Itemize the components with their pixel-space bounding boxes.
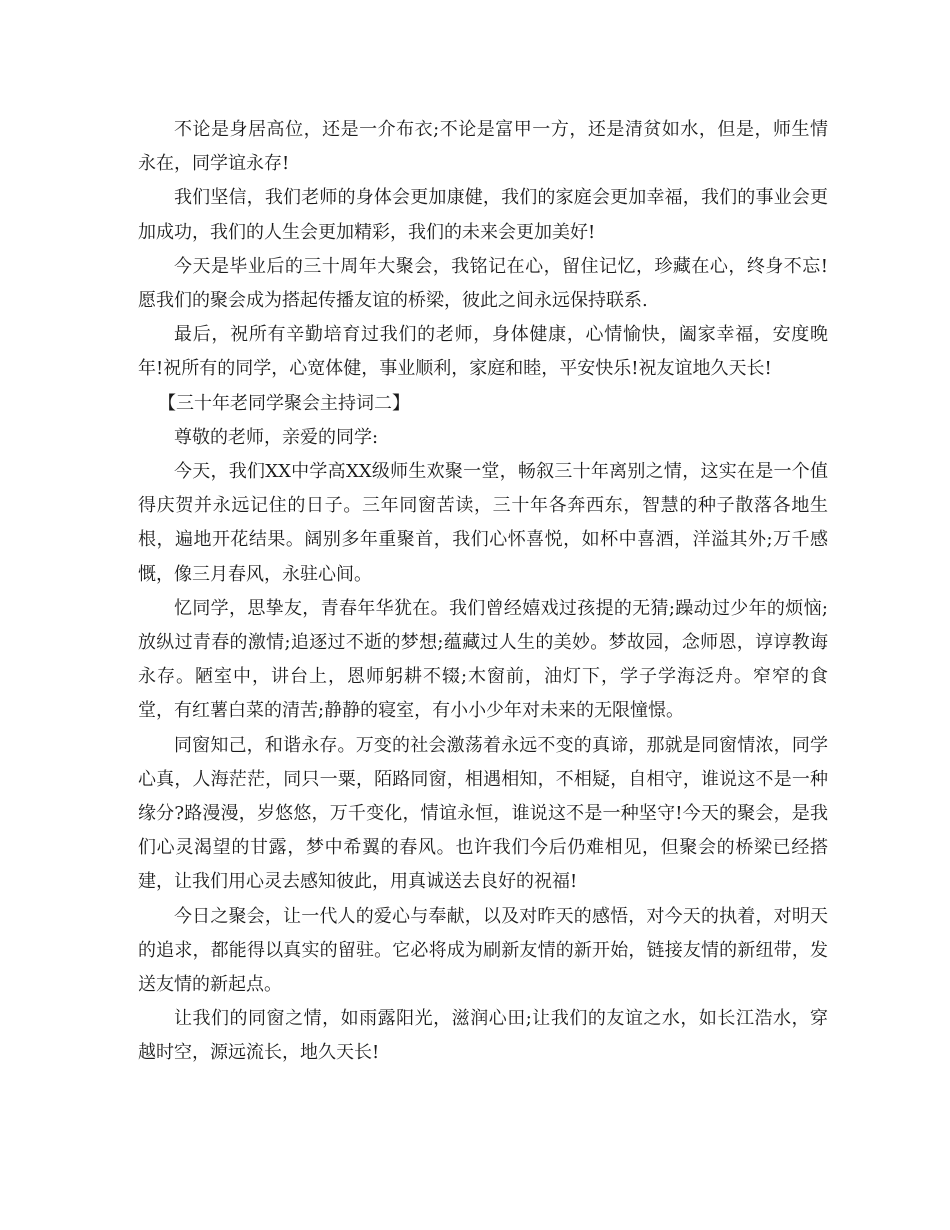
salutation: 尊敬的老师，亲爱的同学: bbox=[174, 426, 379, 448]
paragraph: 我们坚信，我们老师的身体会更加康健，我们的家庭会更加幸福，我们的事业会更加成功，我们的人生会更加精彩，我们的未来会更加美好! bbox=[138, 187, 828, 243]
paragraph: 同窗知己，和谐永存。万变的社会激荡着永远不变的真谛，那就是同窗情浓，同学心真，人海茫茫，同只一粟，陌路同窗，相遇相知，不相疑，自相守，谁说这不是一种缘分?路漫漫，岁悠悠，万千变化，情谊永恒，谁说这不是一种坚守!今天的聚会，是我们心灵渴望的甘露，梦中希翼的春风。也许我们今后仍难相见，但聚会的桥梁已经搭建，让我们用心灵去感知彼此，用真诚送去良好的祝福! bbox=[138, 734, 828, 893]
paragraph: 最后，祝所有辛勤培育过我们的老师，身体健康，心情愉快，阖家幸福，安度晚年!祝所有的同学，心宽体健，事业顺利，家庭和睦，平安快乐!祝友谊地久天长! bbox=[138, 324, 828, 380]
paragraph: 忆同学，思挚友，青春年华犹在。我们曾经嬉戏过孩提的无猜;躁动过少年的烦恼;放纵过青春的激情;追逐过不逝的梦想;蕴藏过人生的美妙。梦故园，念师恩，谆谆教诲永存。陋室中，讲台上，恩师躬耕不辍;木窗前，油灯下，学子学海泛舟。窄窄的食堂，有红薯白菜的清苦;静静的寝室，有小小少年对未来的无限憧憬。 bbox=[138, 597, 828, 722]
paragraph: 不论是身居高位，还是一介布衣;不论是富甲一方，还是清贫如水，但是，师生情永在，同学谊永存! bbox=[138, 119, 828, 175]
paragraph: 让我们的同窗之情，如雨露阳光，滋润心田;让我们的友谊之水，如长江浩水，穿越时空，源远流长，地久天长! bbox=[138, 1008, 828, 1064]
paragraph: 今天，我们XX中学高XX级师生欢聚一堂，畅叙三十年离别之情，这实在是一个值得庆贺并永远记住的日子。三年同窗苦读，三十年各奔西东，智慧的种子散落各地生根，遍地开花结果。阔别多年重聚首，我们心怀喜悦，如杯中喜酒，洋溢其外;万千感慨，像三月春风，永驻心间。 bbox=[138, 461, 828, 585]
document-body bbox=[138, 113, 828, 1071]
paragraph: 今天是毕业后的三十周年大聚会，我铭记在心，留住记忆，珍藏在心，终身不忘!愿我们的聚会成为搭起传播友谊的桥梁，彼此之间永远保持联系. bbox=[138, 255, 828, 312]
paragraph: 今日之聚会，让一代人的爱心与奉献，以及对昨天的感悟，对今天的执着，对明天的追求，都能得以真实的留驻。它必将成为刷新友情的新开始，链接友情的新纽带，发送友情的新起点。 bbox=[138, 905, 828, 996]
section-heading: 【三十年老同学聚会主持词二】 bbox=[158, 392, 410, 414]
